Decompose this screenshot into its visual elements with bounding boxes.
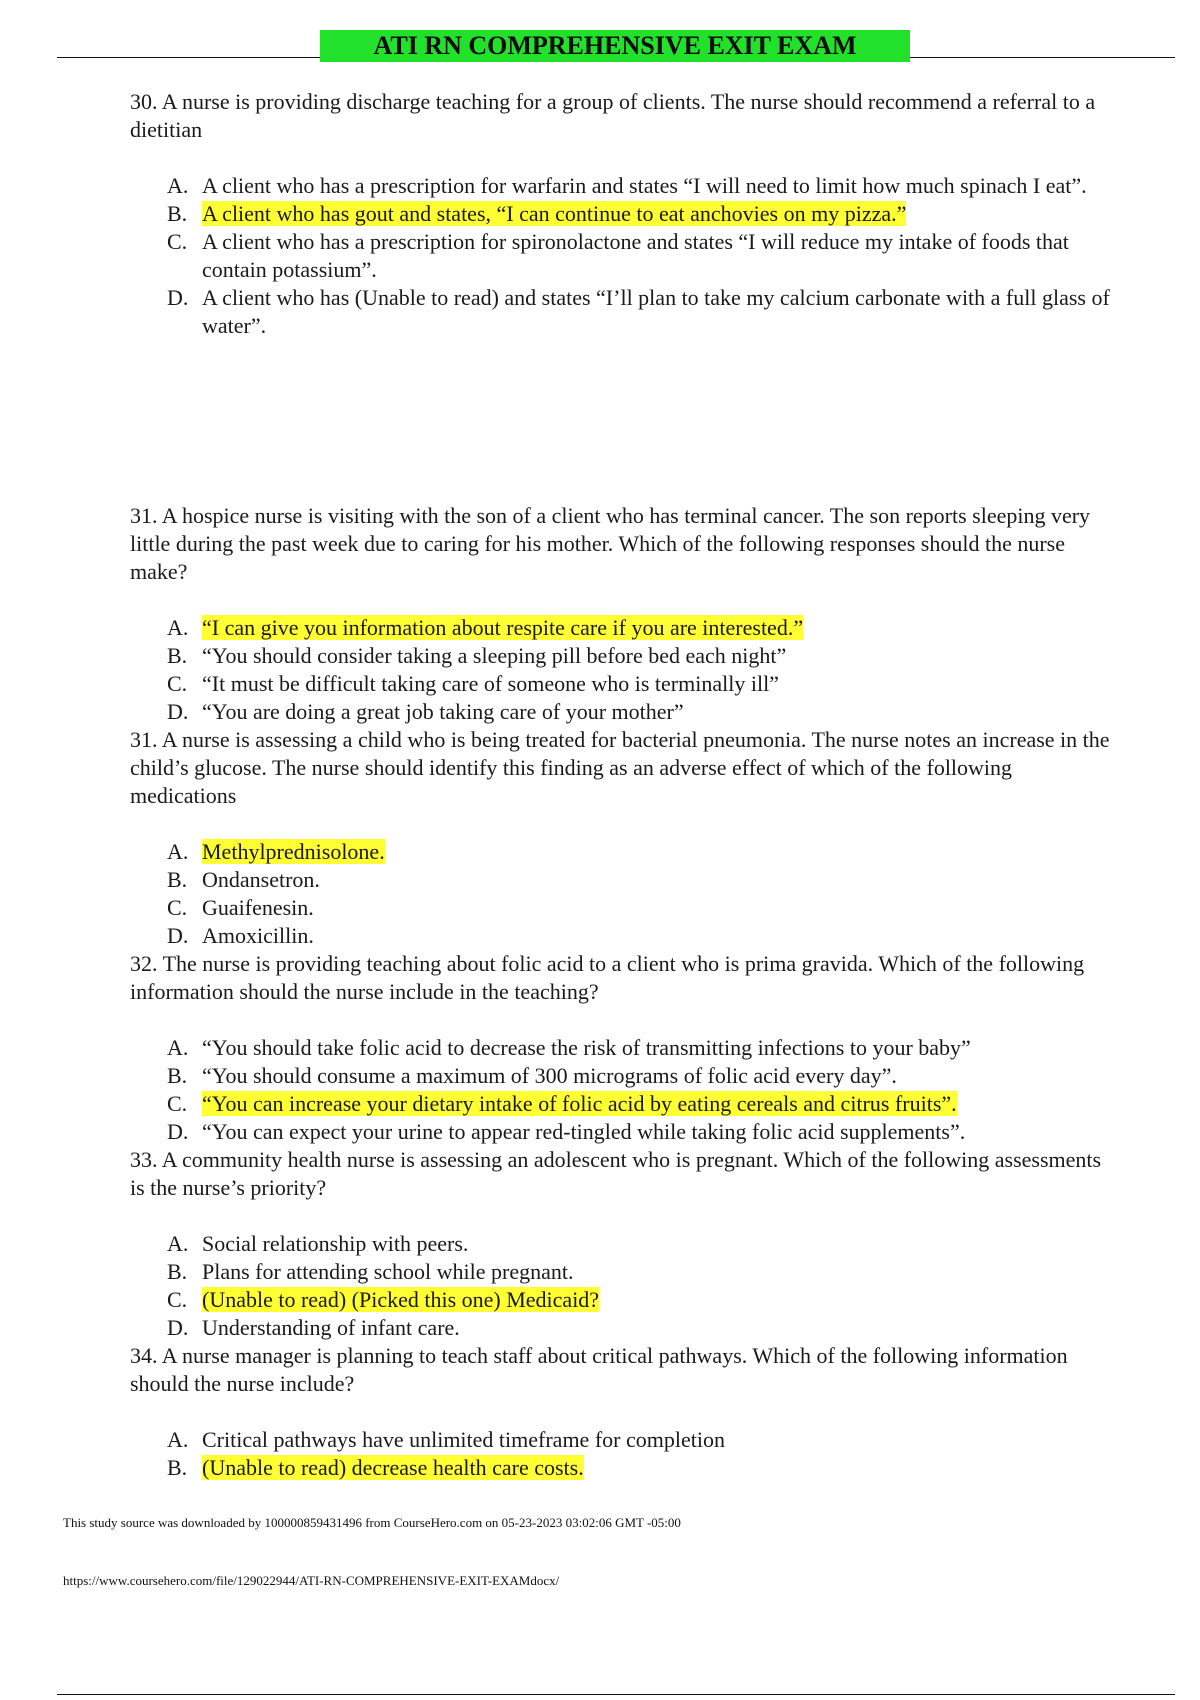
question-stem: 32. The nurse is providing teaching about folic acid to a client who is prima gravida. Which of the following information should the nurse include in the teaching? (130, 951, 1085, 1004)
download-notice: This study source was downloaded by 100000859431496 from CourseHero.com on 05-23-2023 03:02:06 GMT -05:00 (63, 1515, 681, 1530)
option-list (130, 838, 1110, 950)
option-text-content: A client who has (Unable to read) and states “I’ll plan to take my calcium carbonate with a full glass of water”. (202, 285, 1110, 338)
option-d (130, 698, 1110, 726)
option-text (202, 1286, 1110, 1314)
option-text (202, 1090, 1110, 1118)
option-letter: A. (167, 615, 189, 640)
question-stem: 34. A nurse manager is planning to teach staff about critical pathways. Which of the following information should the nurse include? (130, 1343, 1068, 1396)
option-text (202, 200, 1110, 228)
highlighted-answer: (Unable to read) (Picked this one) Medicaid? (202, 1287, 600, 1312)
option-text (202, 228, 1110, 284)
option-letter: A. (167, 1231, 189, 1256)
option-d (130, 922, 1110, 950)
option-a (130, 1230, 1110, 1258)
option-letter: B. (167, 201, 188, 226)
option-letter: D. (167, 699, 189, 724)
option-list (130, 1034, 1110, 1146)
option-text (202, 866, 1110, 894)
source-url-link[interactable]: https://www.coursehero.com/file/129022944/ATI-RN-COMPREHENSIVE-EXIT-EXAMdocx/ (63, 1573, 560, 1588)
option-text (202, 670, 1110, 698)
option-text (202, 1118, 1110, 1146)
option-d (130, 1314, 1110, 1342)
option-a (130, 1426, 1110, 1454)
option-text-content: “You should consume a maximum of 300 micrograms of folic acid every day”. (202, 1063, 897, 1088)
option-letter: D. (167, 923, 189, 948)
option-letter: A. (167, 173, 189, 198)
option-text (202, 1314, 1110, 1342)
option-letter: C. (167, 229, 188, 254)
option-letter: A. (167, 1427, 189, 1452)
option-letter: C. (167, 671, 188, 696)
option-letter: A. (167, 839, 189, 864)
option-letter: B. (167, 1259, 188, 1284)
option-b (130, 200, 1110, 228)
option-text (202, 1426, 1110, 1454)
option-letter: C. (167, 1287, 188, 1312)
question-31-pneumonia (130, 726, 1110, 950)
option-text (202, 1454, 1110, 1482)
option-text (202, 284, 1110, 340)
option-a (130, 838, 1110, 866)
question-stem: 33. A community health nurse is assessing an adolescent who is pregnant. Which of the following assessments is the nurse’s priority? (130, 1147, 1102, 1200)
option-d (130, 284, 1110, 340)
question-30 (130, 88, 1110, 340)
option-c (130, 1090, 1110, 1118)
option-text (202, 838, 1110, 866)
option-text (202, 1062, 1110, 1090)
option-text-content: Ondansetron. (202, 867, 320, 892)
question-31-hospice (130, 502, 1110, 726)
option-letter: B. (167, 643, 188, 668)
question-34 (130, 1342, 1110, 1482)
option-text-content: Social relationship with peers. (202, 1231, 469, 1256)
option-text-content: “You can expect your urine to appear red-tingled while taking folic acid supplements”. (202, 1119, 966, 1144)
option-text-content: A client who has a prescription for spironolactone and states “I will reduce my intake of foods that contain potassium”. (202, 229, 1069, 282)
option-letter: C. (167, 895, 188, 920)
option-letter: B. (167, 867, 188, 892)
option-b (130, 1258, 1110, 1286)
question-stem: 30. A nurse is providing discharge teaching for a group of clients. The nurse should recommend a referral to a dietitian (130, 89, 1096, 142)
option-text-content: “You are doing a great job taking care of your mother” (202, 699, 684, 724)
highlighted-answer: “I can give you information about respite care if you are interested.” (202, 615, 804, 640)
option-text-content: Plans for attending school while pregnant. (202, 1259, 574, 1284)
option-text-content: Understanding of infant care. (202, 1315, 460, 1340)
option-list (130, 1230, 1110, 1342)
option-letter: A. (167, 1035, 189, 1060)
option-text-content: “It must be difficult taking care of someone who is terminally ill” (202, 671, 779, 696)
question-stem: 31. A hospice nurse is visiting with the son of a client who has terminal cancer. The son reports sleeping very little during the past week due to caring for his mother. Which of the following responses should the nurse make? (130, 503, 1091, 584)
footer-rule (57, 1694, 1175, 1695)
option-b (130, 1454, 1110, 1482)
question-33 (130, 1146, 1110, 1342)
highlighted-answer: “You can increase your dietary intake of folic acid by eating cereals and citrus fruits”. (202, 1091, 957, 1116)
page-title: ATI RN COMPREHENSIVE EXIT EXAM (320, 30, 910, 62)
option-text (202, 1230, 1110, 1258)
option-text-content: “You should consider taking a sleeping pill before bed each night” (202, 643, 787, 668)
highlighted-answer: A client who has gout and states, “I can continue to eat anchovies on my pizza.” (202, 201, 907, 226)
option-text (202, 894, 1110, 922)
option-a (130, 172, 1110, 200)
option-text (202, 172, 1110, 200)
option-text (202, 642, 1110, 670)
question-32 (130, 950, 1110, 1146)
option-text (202, 698, 1110, 726)
option-a (130, 1034, 1110, 1062)
option-letter: C. (167, 1091, 188, 1116)
option-list (130, 1426, 1110, 1482)
option-text (202, 1034, 1110, 1062)
option-letter: D. (167, 285, 189, 310)
option-text-content: Guaifenesin. (202, 895, 314, 920)
option-c (130, 670, 1110, 698)
option-b (130, 1062, 1110, 1090)
option-c (130, 1286, 1110, 1314)
option-b (130, 866, 1110, 894)
option-text-content: Critical pathways have unlimited timeframe for completion (202, 1427, 725, 1452)
option-text-content: “You should take folic acid to decrease the risk of transmitting infections to your baby” (202, 1035, 971, 1060)
option-d (130, 1118, 1110, 1146)
question-stem: 31. A nurse is assessing a child who is being treated for bacterial pneumonia. The nurse notes an increase in the child’s glucose. The nurse should identify this finding as an adverse effect of which of the following medications (130, 727, 1110, 808)
option-letter: D. (167, 1119, 189, 1144)
option-c (130, 228, 1110, 284)
highlighted-answer: Methylprednisolone. (202, 839, 385, 864)
option-text-content: A client who has a prescription for warfarin and states “I will need to limit how much spinach I eat”. (202, 173, 1087, 198)
option-text (202, 1258, 1110, 1286)
option-a (130, 614, 1110, 642)
option-text-content: Amoxicillin. (202, 923, 314, 948)
option-letter: B. (167, 1063, 188, 1088)
option-list (130, 172, 1110, 340)
highlighted-answer: (Unable to read) decrease health care costs. (202, 1455, 584, 1480)
question-list (130, 88, 1110, 1482)
option-text (202, 922, 1110, 950)
option-b (130, 642, 1110, 670)
option-letter: D. (167, 1315, 189, 1340)
option-list (130, 614, 1110, 726)
blank-space (130, 340, 1110, 502)
option-c (130, 894, 1110, 922)
option-text (202, 614, 1110, 642)
option-letter: B. (167, 1455, 188, 1480)
